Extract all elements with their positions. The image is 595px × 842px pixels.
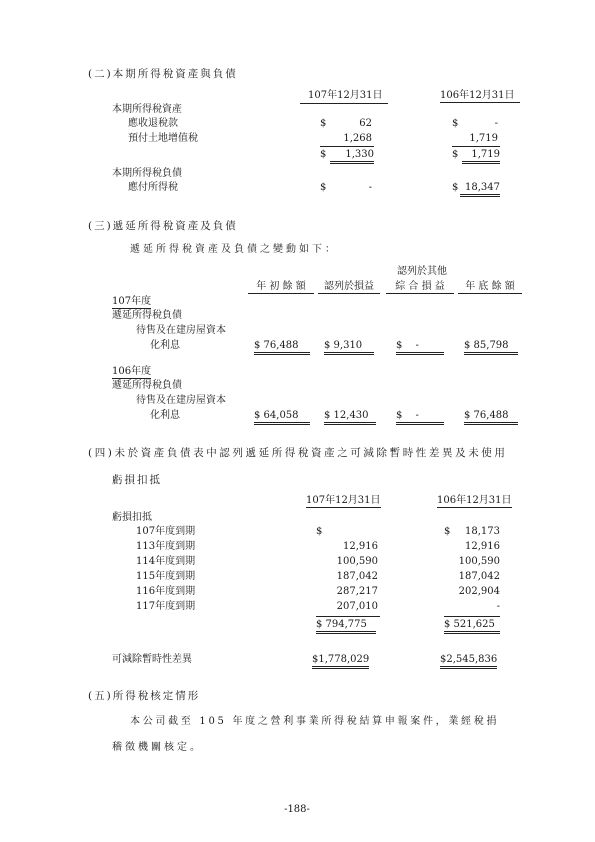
s2-liab-title: 本期所得稅負債	[112, 168, 182, 179]
s3-y2-opening: $ 64,058	[254, 410, 310, 425]
section-3-heading: (三)遞延所得稅資產及負債	[88, 220, 238, 232]
s2-col1-underline	[300, 103, 388, 104]
s3-year-106: 106年度	[112, 366, 152, 377]
s3-y1-item: 遞延所得稅負債	[112, 310, 182, 321]
s4-total-line2	[444, 616, 500, 617]
s4-row1-dollar2: $	[444, 526, 451, 537]
s5-line1: 本公司截至 105 年度之營利事業所得稅結算申報案件，業經稅捐	[130, 716, 500, 727]
s3-y1-opening: $ 76,488	[254, 340, 310, 355]
s3-y2-oci: $ -	[396, 410, 444, 425]
s4-total-line1	[316, 616, 380, 617]
s2-row2-v1: 1,268	[343, 133, 372, 144]
s2-row2-v2: 1,719	[469, 133, 498, 144]
s4-row-v1: 187,042	[336, 571, 378, 582]
s2-sum-line2	[452, 146, 500, 147]
s4-row-label: 107年度到期	[136, 526, 196, 537]
s2-sum-dollar1: $	[320, 149, 327, 160]
s2-row1-dollar1: $	[320, 118, 327, 129]
s4-row-v1: 207,010	[336, 601, 378, 612]
s2-col2-header: 106年12月31日	[440, 90, 520, 103]
s4-row-v2: 202,904	[458, 586, 500, 597]
s2-row3-v1: -	[368, 182, 372, 193]
s3-y1-closing: $ 85,798	[464, 340, 518, 355]
s2-col1-header: 107年12月31日	[308, 90, 383, 101]
page-number: -188-	[284, 804, 310, 815]
s4-col1-header: 107年12月31日	[306, 495, 381, 506]
s4-row-v1: 12,916	[343, 541, 378, 552]
s2-row3-dollar2: $	[452, 182, 459, 193]
s4-total-v2: $ 521,625	[444, 619, 500, 634]
s4-row-v2: 100,590	[458, 556, 500, 567]
s4-deduct-v1: $1,778,029	[312, 654, 369, 669]
s2-row1-label: 應收退稅款	[128, 118, 178, 129]
s4-total-v1: $ 794,775	[316, 619, 376, 634]
section-4-heading-line2: 虧損扣抵	[112, 474, 162, 486]
s3-col-closing: 年 底 餘 額	[458, 281, 522, 294]
s2-row1-v2: -	[494, 118, 498, 129]
s3-y1-sub1: 待售及在建房屋資本	[136, 325, 226, 336]
s4-row-label: 117年度到期	[136, 601, 196, 612]
s2-sum-dollar2: $	[452, 149, 459, 160]
s4-row-v2: 12,916	[465, 541, 500, 552]
s4-row-v1: 100,590	[336, 556, 378, 567]
s3-col-oci: 綜 合 損 益	[386, 281, 454, 294]
section-4-heading-line1: (四)未於資產負債表中認列遞延所得稅資產之可減除暫時性差異及未使用	[88, 447, 508, 459]
s2-row3-v2: 18,347	[460, 182, 500, 197]
s4-deduct-v2: $2,545,836	[440, 654, 497, 669]
s3-y2-closing: $ 76,488	[464, 410, 518, 425]
s2-asset-title: 本期所得稅資產	[112, 104, 182, 115]
s3-y1-profit-loss: $ 9,310	[324, 340, 374, 355]
s2-row3-label: 應付所得稅	[128, 182, 178, 193]
s2-row1-v1: 62	[359, 118, 372, 129]
s2-sum-v1: 1,330	[330, 149, 374, 164]
s3-y2-sub2: 化利息	[150, 410, 180, 421]
s3-y2-sub1: 待售及在建房屋資本	[136, 395, 226, 406]
s2-sum-v2: 1,719	[462, 149, 500, 164]
s4-row-v2: 187,042	[458, 571, 500, 582]
s3-intro: 遞延所得稅資產及負債之變動如下：	[130, 244, 338, 255]
s2-row2-label: 預付土地增值稅	[128, 133, 198, 144]
s4-row-label: 115年度到期	[136, 571, 196, 582]
s4-row-label: 114年度到期	[136, 556, 196, 567]
s4-section-label: 虧損扣抵	[112, 512, 152, 523]
s4-row1-dollar1: $	[316, 526, 323, 537]
s4-row-v2: 18,173	[465, 526, 500, 537]
s3-y2-profit-loss: $ 12,430	[324, 410, 376, 425]
s3-col-header-top: 認列於其他	[397, 266, 447, 277]
section-2-heading: (二)本期所得稅資產與負債	[88, 68, 238, 80]
s4-row-label: 113年度到期	[136, 541, 196, 552]
s3-y1-oci: $ -	[396, 340, 444, 355]
s3-col-profit-loss: 認列於損益	[318, 281, 380, 294]
s2-row1-dollar2: $	[452, 118, 459, 129]
s3-y2-item: 遞延所得稅負債	[112, 380, 182, 391]
s3-y1-sub2: 化利息	[150, 340, 180, 351]
s4-col2-header: 106年12月31日	[437, 495, 512, 506]
s2-row3-dollar1: $	[320, 182, 327, 193]
s4-deduct-label: 可減除暫時性差異	[112, 654, 192, 665]
s4-row-label: 116年度到期	[136, 586, 196, 597]
s3-col-opening: 年 初 餘 額	[248, 281, 314, 294]
s4-row-v1: 287,217	[336, 586, 378, 597]
section-5-heading: (五)所得稅核定情形	[88, 690, 201, 702]
s5-line2: 稽徵機關核定。	[112, 742, 203, 753]
s4-row-v2: -	[496, 601, 500, 612]
s2-sum-line1	[320, 146, 374, 147]
s3-year-107: 107年度	[112, 296, 152, 307]
